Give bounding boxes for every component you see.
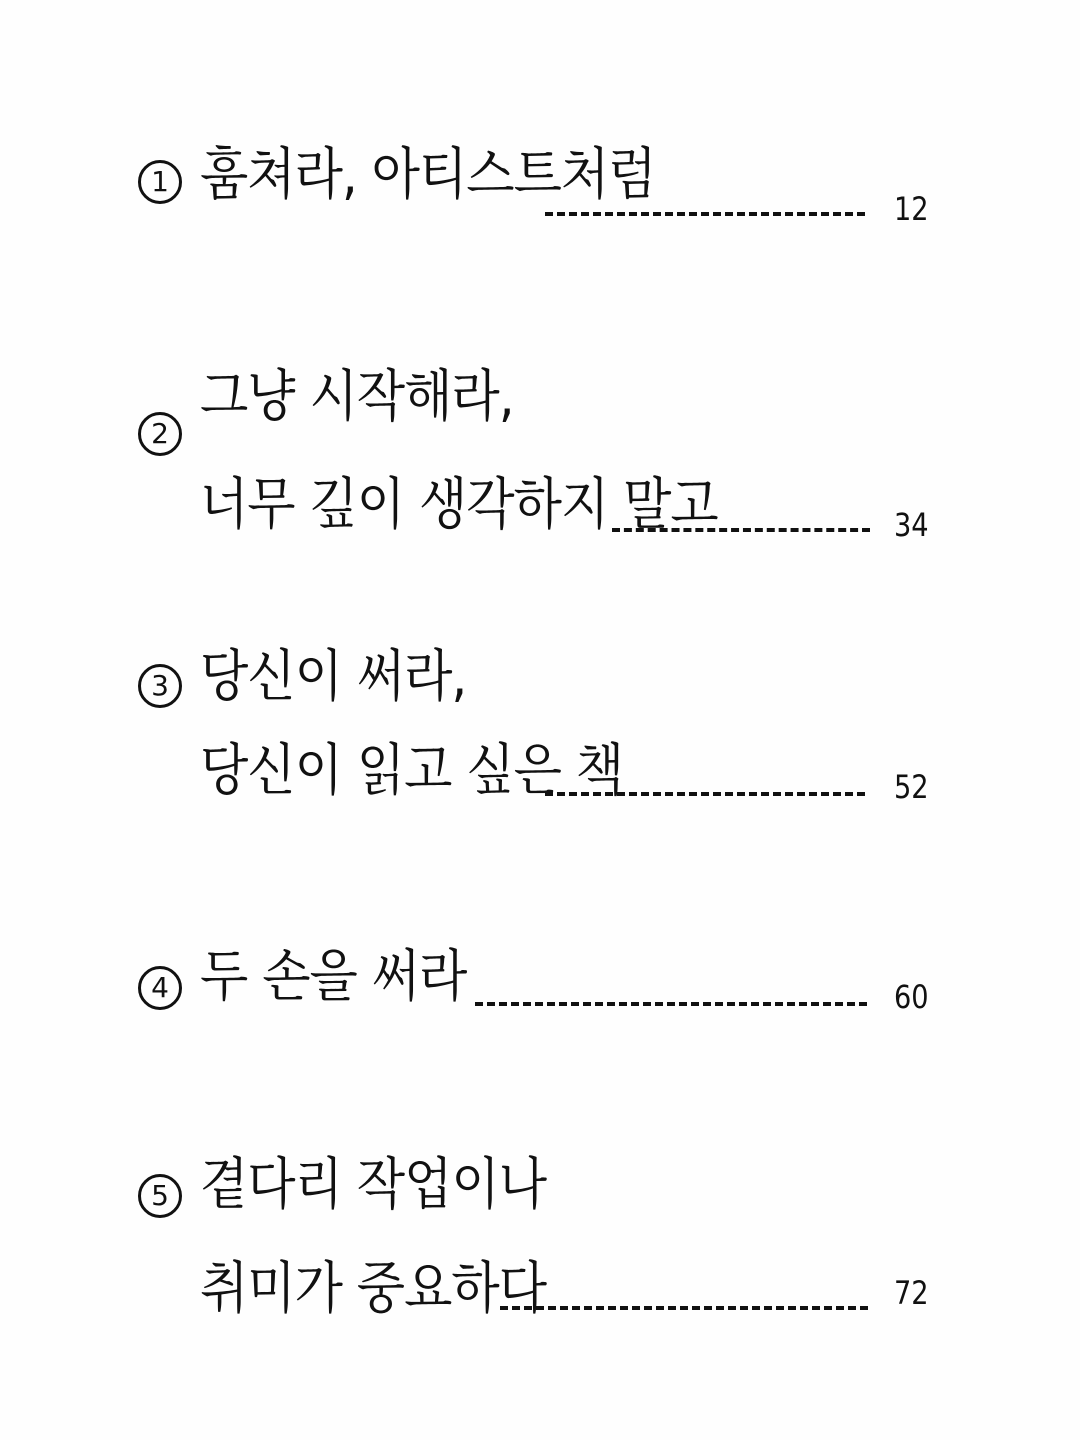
dotted-leader-3 [545,792,865,796]
page-number-2: 34 [894,506,929,544]
chapter-title-5-line-1: 곁다리 작업이나 [200,1151,546,1217]
page-number-1: 12 [894,190,929,228]
chapter-number-5: 5 [138,1174,182,1218]
page-number-4: 60 [894,978,929,1016]
chapter-number-1: 1 [138,160,182,204]
chapter-number-4: 4 [138,966,182,1010]
dotted-leader-4 [475,1002,867,1006]
page-number-3: 52 [894,768,929,806]
dotted-leader-1 [545,212,865,216]
chapter-number-3: 3 [138,664,182,708]
chapter-title-3-line-1: 당신이 써라, [200,643,467,709]
chapter-title-2-line-1: 그냥 시작해라, [200,363,514,429]
page-number-5: 72 [894,1274,929,1312]
chapter-title-5-line-2: 취미가 중요하다 [200,1255,546,1321]
chapter-title-4: 두 손을 써라 [200,943,467,1009]
chapter-title-3-line-2: 당신이 읽고 싶은 책 [200,737,624,803]
chapter-number-2: 2 [138,412,182,456]
dotted-leader-2 [612,528,870,532]
chapter-title-1: 훔쳐라, 아티스트처럼 [200,141,656,207]
dotted-leader-5 [500,1306,868,1310]
chapter-title-2-line-2: 너무 깊이 생각하지 말고 [200,471,718,537]
